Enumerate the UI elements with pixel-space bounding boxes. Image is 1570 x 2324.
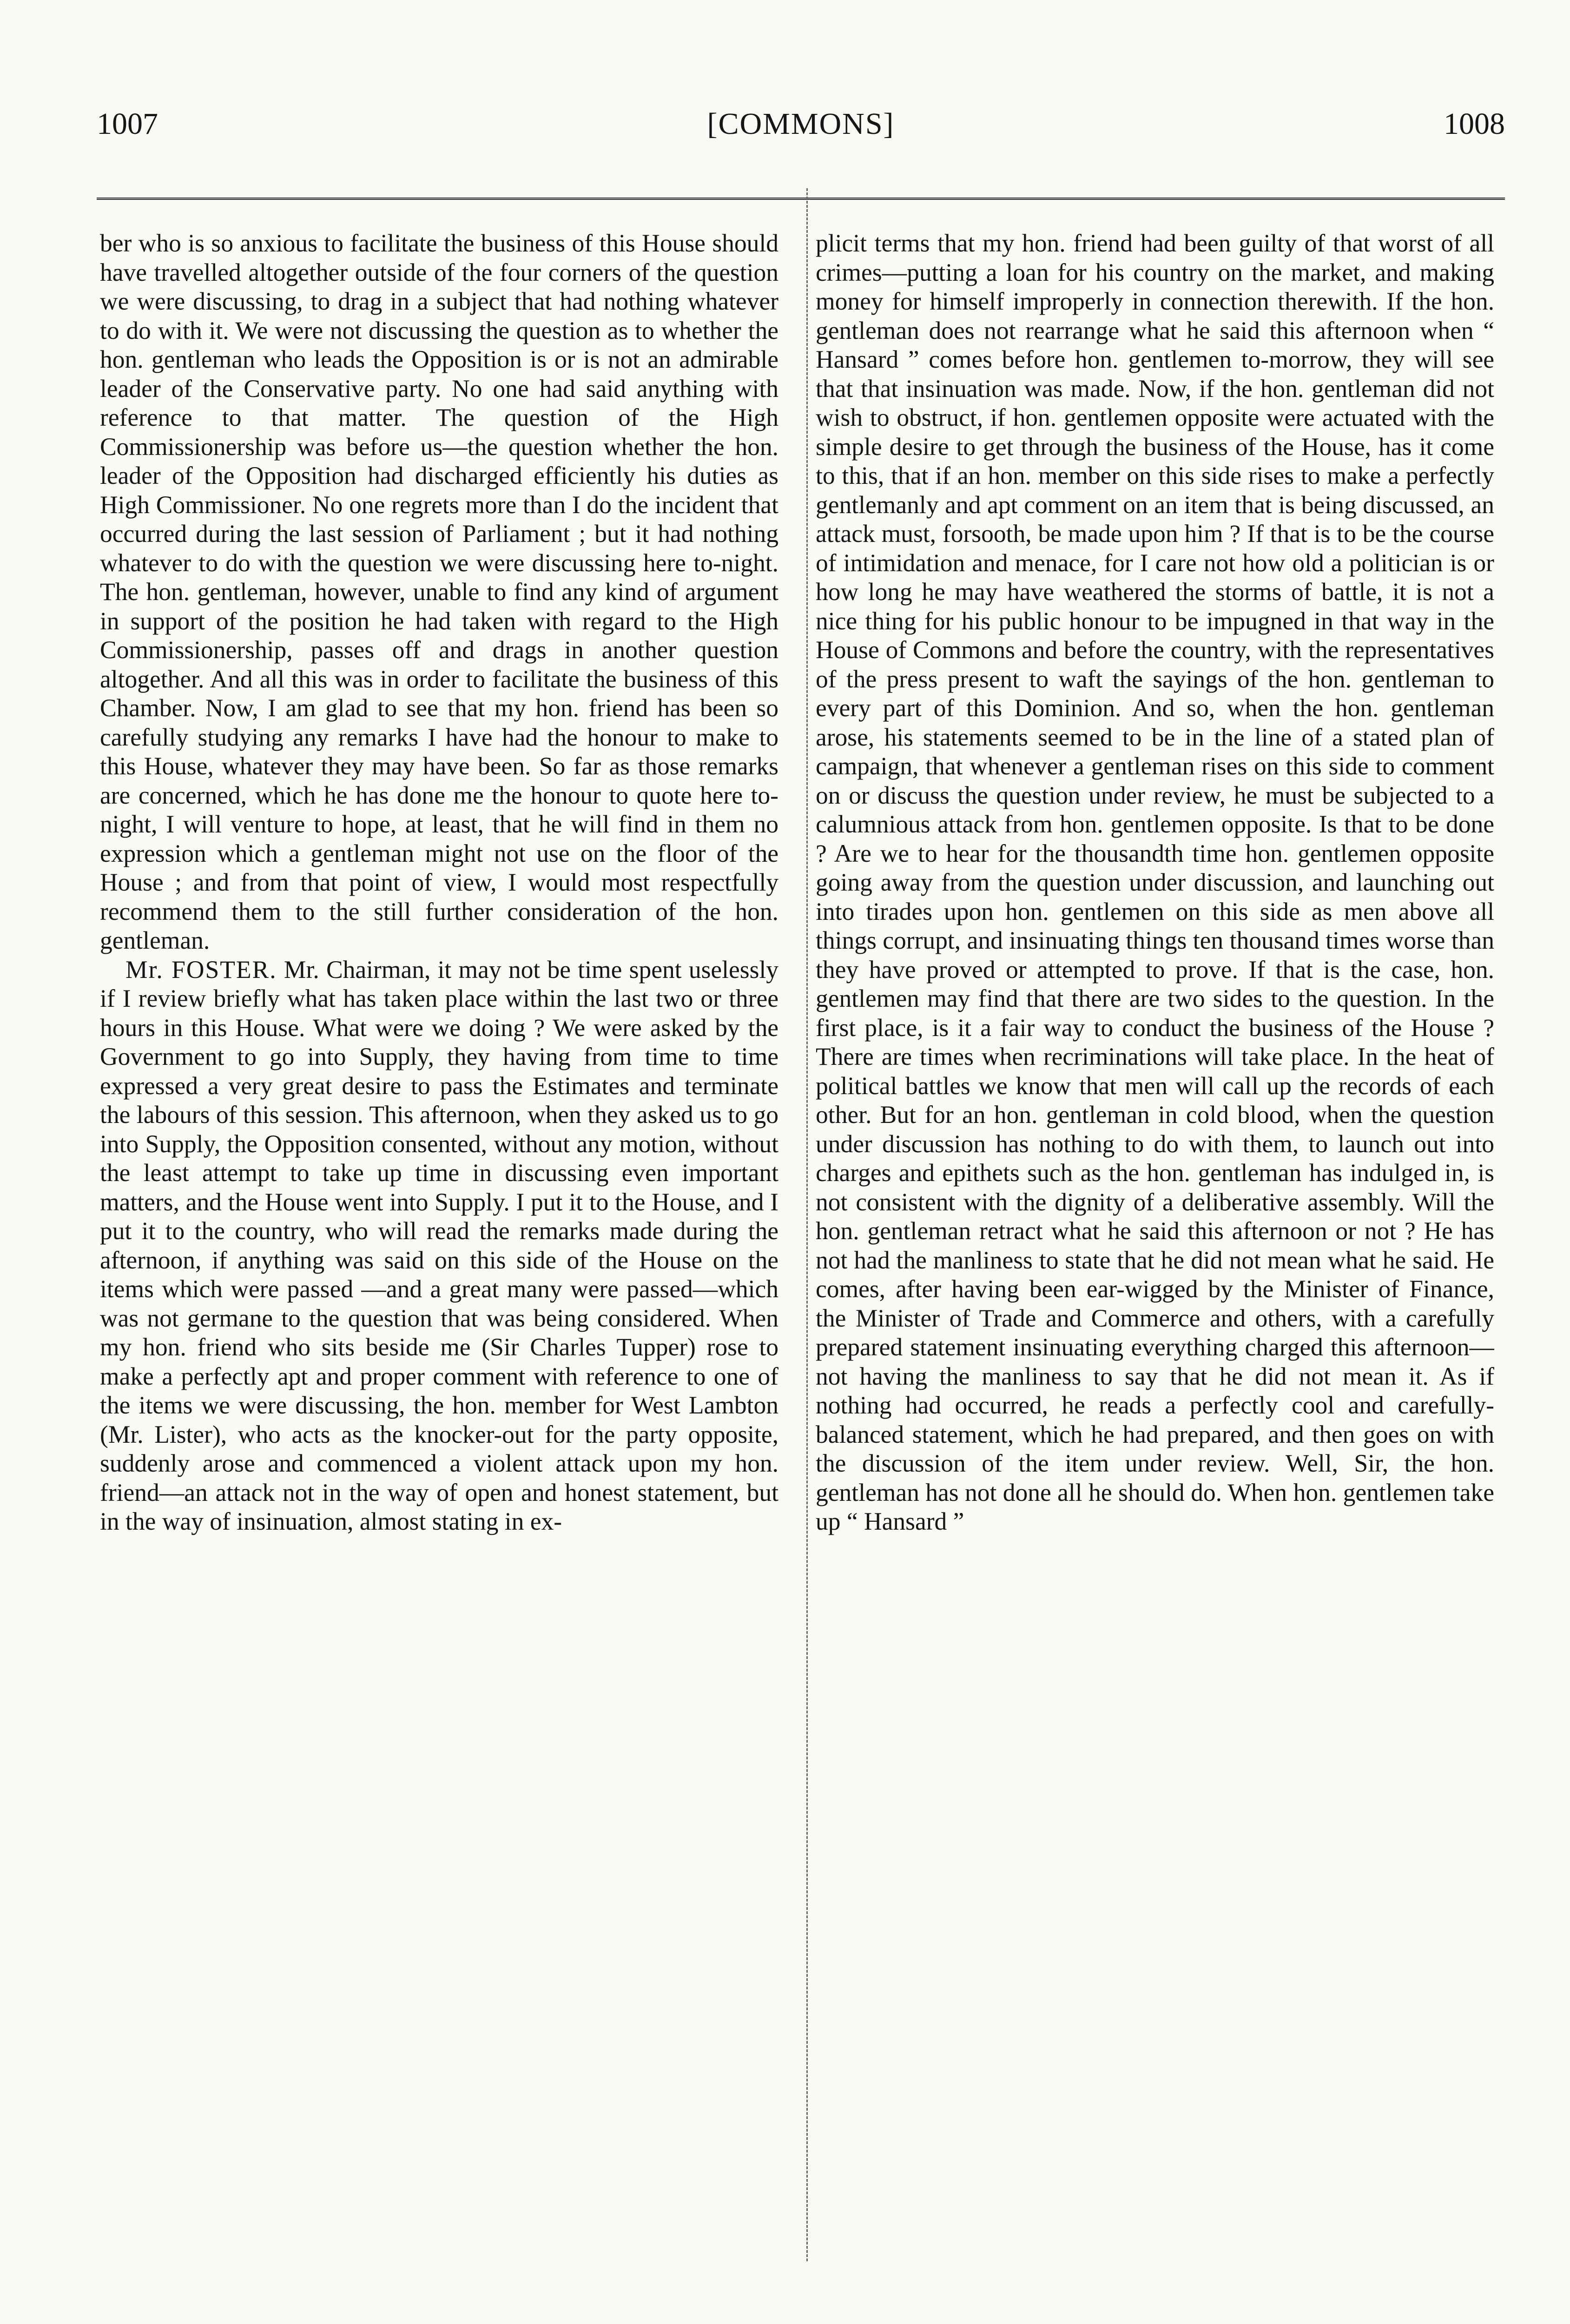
page-header [97,103,1505,145]
right-column [816,229,1494,2297]
speaker-name: Mr. FOSTER. [125,955,277,984]
page-number-left: 1007 [97,107,158,141]
section-title: [COMMONS] [707,107,895,141]
column-divider [806,188,808,2261]
page-number-right: 1008 [1444,107,1505,141]
header-rule [97,198,1505,200]
left-paragraph-1: ber who is so anxious to facilitate the business of this House should have travelled altogether outside of the four corners of the question we were discussing, to drag in a subject that had nothing whatever to do with it. We were not discussing the question as to whether the hon. gentleman who leads the Opposition is or is not an admirable leader of the Conservative party. No one had said anything with reference to that matter. The question of the High Commissionership was before us—the question whether the hon. leader of the Opposition had discharged efficiently his duties as High Commissioner. No one regrets more than I do the incident that occurred during the last session of Parliament ; but it had nothing whatever to do with the question we were discussing here to-night. The hon. gentleman, however, unable to find any kind of argument in support of the position he had taken with regard to the High Commissionership, passes off and drags in another question altogether. And all this was in order to facilitate the business of this Chamber. Now, I am glad to see that my hon. friend has been so carefully studying any remarks I have had the honour to make to this House, whatever they may have been. So far as those remarks are concerned, which he has done me the honour to quote here to-night, I will venture to hope, at least, that he will find in them no expression which a gentleman might not use on the floor of the House ; and from that point of view, I would most respectfully recommend them to the still further consideration of the hon. gentleman. [100,229,778,954]
right-paragraph-1: plicit terms that my hon. friend had been guilty of that worst of all crimes—putting a loan for his country on the market, and making money for himself improperly in connection therewith. If the hon. gentleman does not rearrange what he said this afternoon when “ Hansard ” comes before hon. gentlemen to-morrow, they will see that that insinuation was made. Now, if the hon. gentleman did not wish to obstruct, if hon. gentlemen opposite were actuated with the simple desire to get through the business of the House, has it come to this, that if an hon. member on this side rises to make a perfectly gentlemanly and apt comment on an item that is being discussed, an attack must, forsooth, be made upon him ? If that is to be the course of intimidation and menace, for I care not how old a politician is or how long he may have weathered the storms of battle, it is not a nice thing for his public honour to be impugned in that way in the House of Commons and before the country, with the representatives of the press present to waft the sayings of the hon. gentleman to every part of this Dominion. And so, when the hon. gentleman arose, his statements seemed to be in the line of a stated plan of campaign, that whenever a gentleman rises on this side to comment on or discuss the question under review, he must be subjected to a calumnious attack from hon. gentlemen opposite. Is that to be done ? Are we to hear for the thousandth time hon. gentlemen opposite going away from the question under discussion, and launching out into tirades upon hon. gentlemen on this side as men above all things corrupt, and insinuating things ten thousand times worse than they have proved or attempted to prove. If that is the case, hon. gentlemen may find that there are two sides to the question. In the first place, is it a fair way to conduct the business of the House ? There are times when recriminations will take place. In the heat of political battles we know that men will call up the records of each other. But for an hon. gentleman in cold blood, when the question under discussion has nothing to do with them, to launch out into charges and epithets such as the hon. gentleman has indulged in, is not consistent with the dignity of a deliberative assembly. Will the hon. gentleman retract what he said this afternoon or not ? He has not had the manliness to state that he did not mean what he said. He comes, after having been ear-wigged by the Minister of Finance, the Minister of Trade and Commerce and others, with a carefully prepared statement insinuating everything charged this afternoon—not having the manliness to say that he did not mean it. As if nothing had occurred, he reads a perfectly cool and carefully-balanced statement, which he had prepared, and then goes on with the discussion of the item under review. Well, Sir, the hon. gentleman has not done all he should do. When hon. gentlemen take up “ Hansard ” [816,229,1494,1535]
left-column [100,229,778,2297]
left-paragraph-2 [100,955,778,1536]
speech-text: Mr. Chairman, it may not be time spent uselessly if I review briefly what has taken place within the last two or three hours in this House. What were we doing ? We were asked by the Government to go into Supply, they having from time to time expressed a very great desire to pass the Estimates and terminate the labours of this session. This afternoon, when they asked us to go into Supply, the Opposition consented, without any motion, without the least attempt to take up time in discussing even important matters, and the House went into Supply. I put it to the House, and I put it to the country, who will read the remarks made during the afternoon, if anything was said on this side of the House on the items which were passed —and a great many were passed—which was not germane to the question that was being considered. When my hon. friend who sits beside me (Sir Charles Tupper) rose to make a perfectly apt and proper comment with reference to one of the items we were discussing, the hon. member for West Lambton (Mr. Lister), who acts as the knocker-out for the party opposite, suddenly arose and commenced a violent attack upon my hon. friend—an attack not in the way of open and honest statement, but in the way of insinuation, almost stating in ex- [100,955,778,1535]
